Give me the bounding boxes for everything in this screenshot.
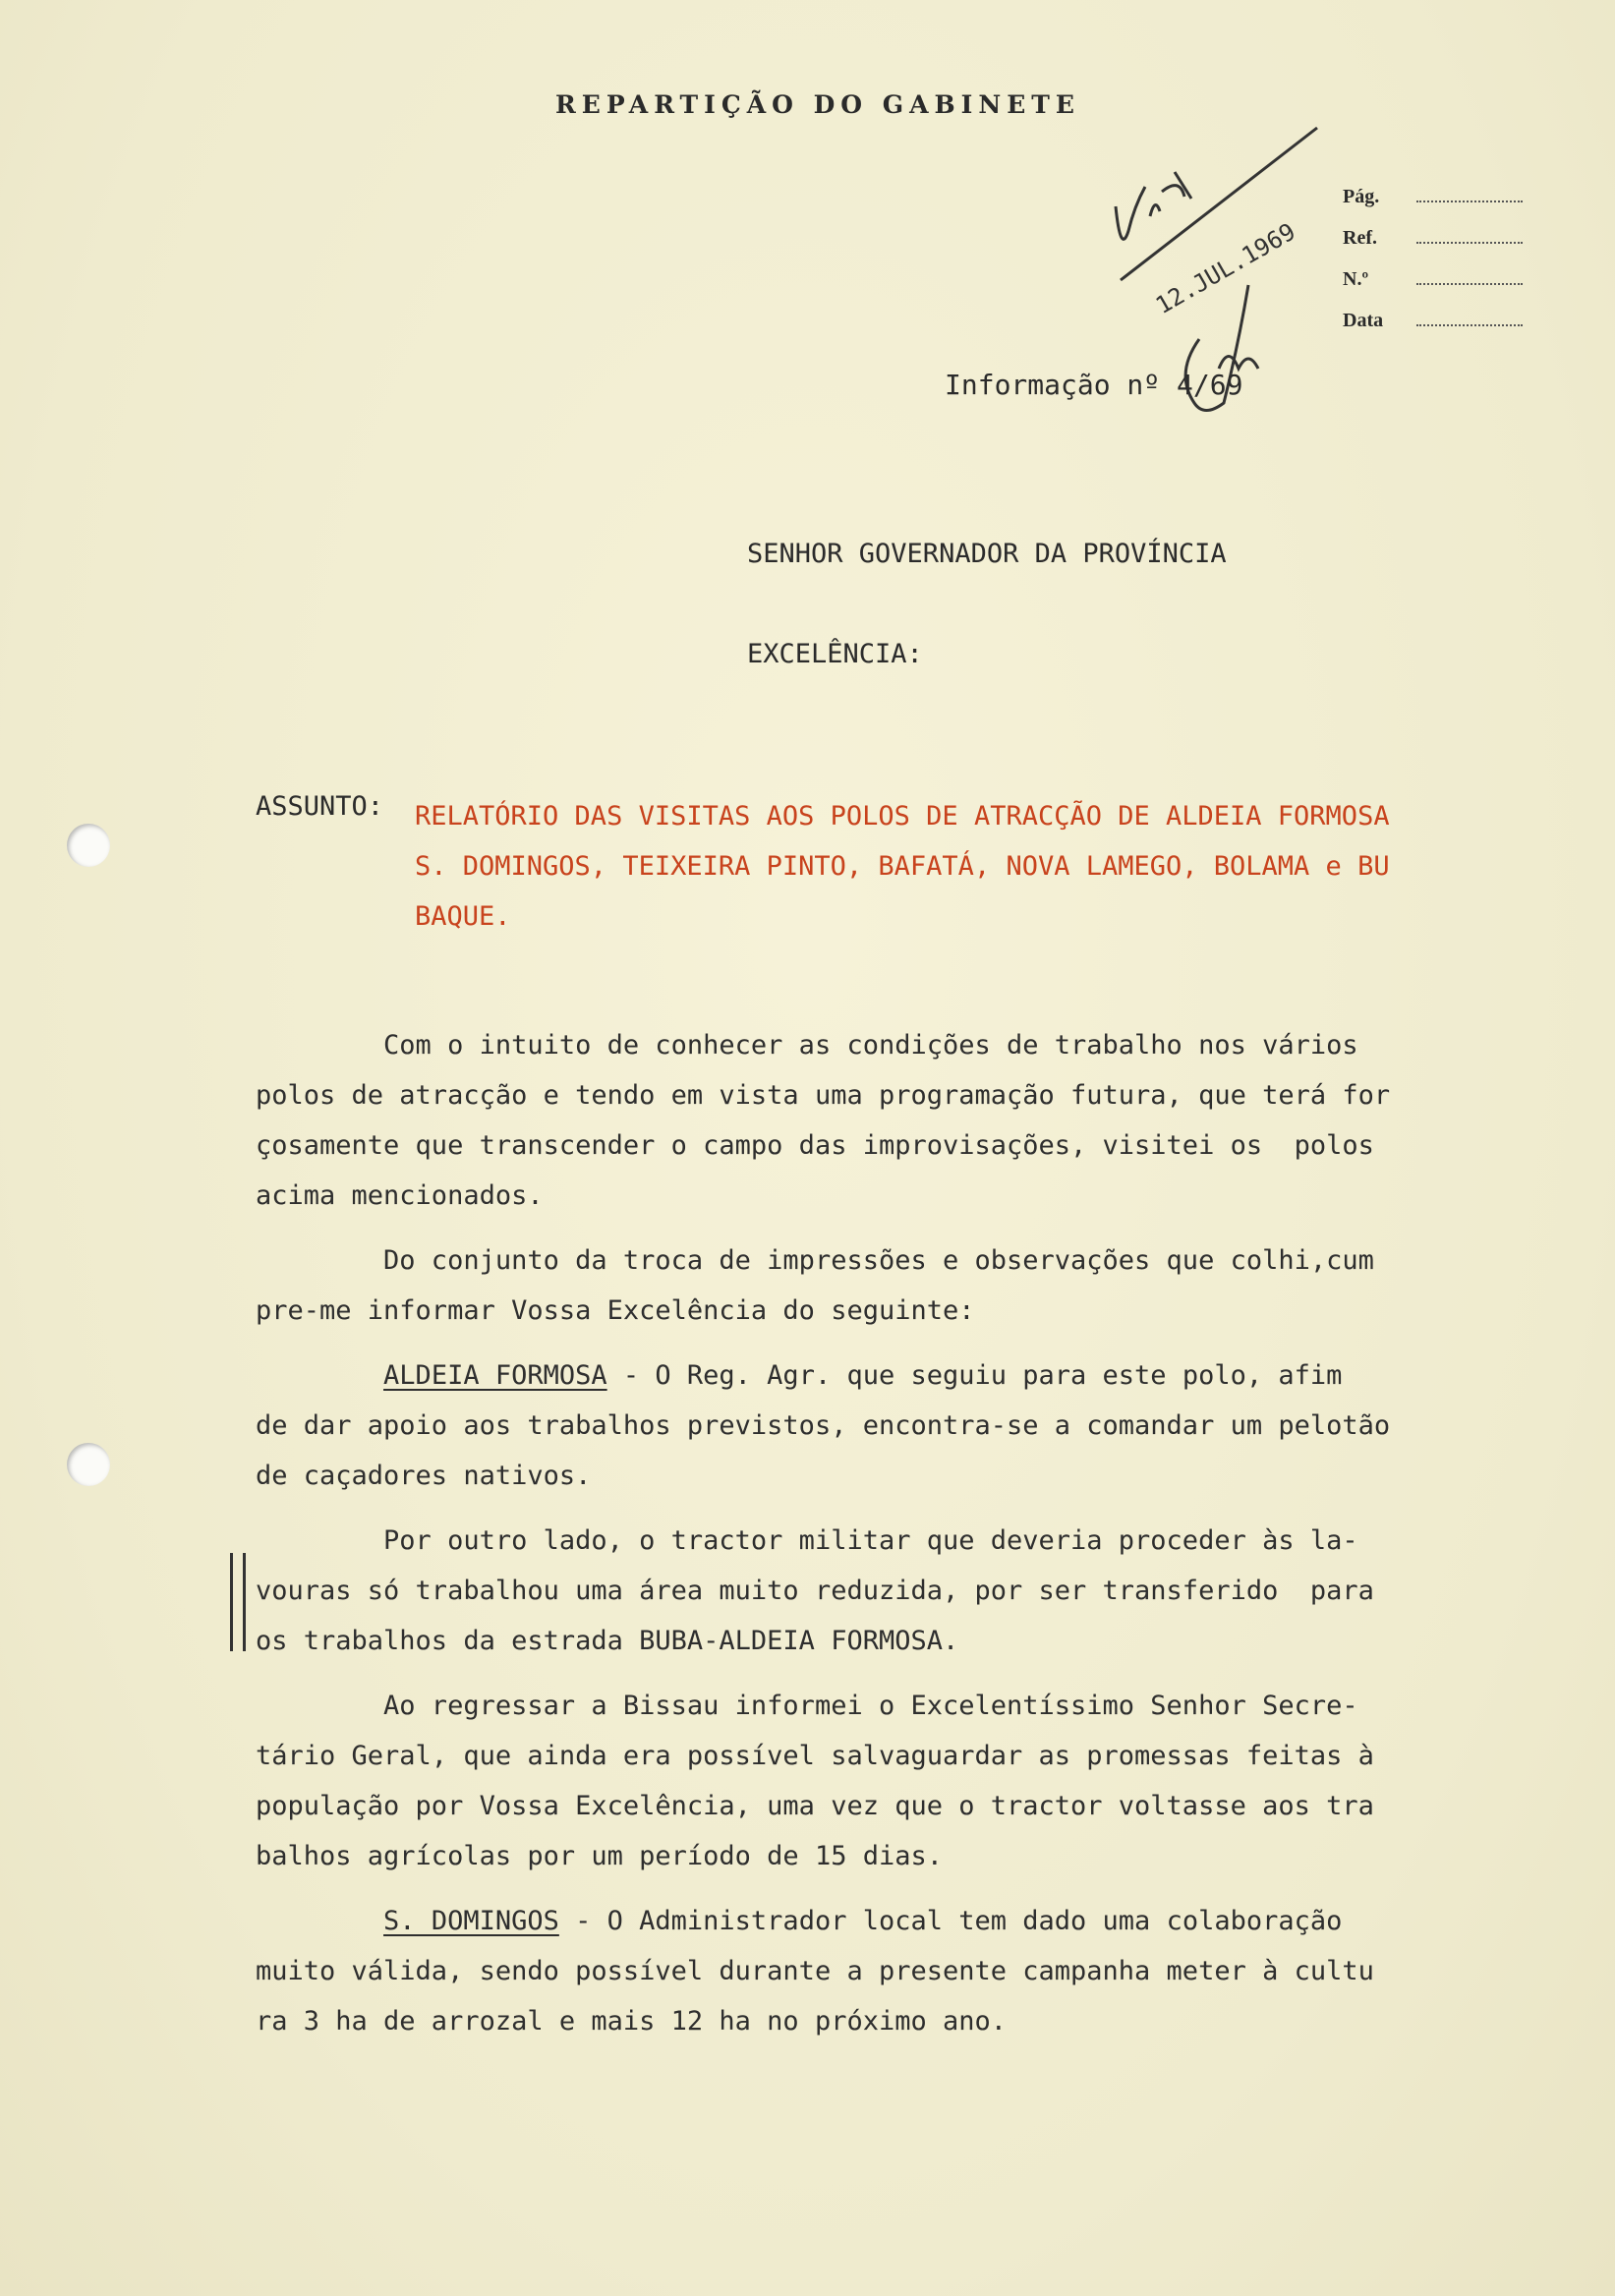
body-line: muito válida, sendo possível durante a presente campanha meter à cultu [256, 1956, 1374, 1986]
meta-blank-line [1416, 201, 1523, 202]
addressee: SENHOR GOVERNADOR DA PROVÍNCIA [747, 539, 1227, 569]
punch-hole [67, 1443, 110, 1486]
meta-blank-line [1416, 324, 1523, 326]
body-line: Por outro lado, o tractor militar que deveria proceder às la- [256, 1525, 1358, 1556]
information-number [945, 369, 1242, 401]
body-line: tário Geral, que ainda era possível salvaguardar as promessas feitas à [256, 1741, 1374, 1771]
body-line: os trabalhos da estrada BUBA-ALDEIA FORMOSA. [256, 1626, 959, 1656]
body-line: çosamente que transcender o campo das improvisações, visitei os polos [256, 1130, 1374, 1161]
subject-label: ASSUNTO: [256, 791, 384, 822]
information-value: 4/69 [1177, 369, 1243, 401]
margin-mark [230, 1553, 246, 1651]
section-text: - O Administrador local tem dado uma colaboração [558, 1906, 1343, 1936]
body-line: população por Vossa Excelência, uma vez que o tractor voltasse aos tra [256, 1791, 1374, 1821]
punch-hole [67, 824, 110, 867]
body-line: acima mencionados. [256, 1180, 544, 1211]
office-heading: REPARTIÇÃO DO GABINETE [555, 90, 1080, 119]
meta-label-number: N.º [1343, 268, 1369, 290]
body-line: Com o intuito de conhecer as condições de trabalho nos vários [256, 1030, 1358, 1061]
meta-row-page [1343, 167, 1523, 208]
letter-body [256, 1020, 1504, 2046]
section-heading-aldeia-formosa: ALDEIA FORMOSA [383, 1360, 607, 1391]
subject-line: BAQUE. [415, 901, 511, 932]
reference-fields [1343, 167, 1523, 332]
greeting: EXCELÊNCIA: [747, 639, 923, 669]
body-line [256, 1350, 1504, 1401]
body-line [256, 1896, 1504, 1946]
subject-text [415, 791, 1516, 942]
meta-label-page: Pág. [1343, 186, 1380, 207]
body-line: vouras só trabalhou uma área muito reduzida, por ser transferido para [256, 1576, 1374, 1606]
body-line: de dar apoio aos trabalhos previstos, encontra-se a comandar um pelotão [256, 1410, 1391, 1441]
body-line: pre-me informar Vossa Excelência do seguinte: [256, 1295, 975, 1326]
body-line: de caçadores nativos. [256, 1461, 592, 1491]
subject-line: RELATÓRIO DAS VISITAS AOS POLOS DE ATRACÇÃO DE ALDEIA FORMOSA [415, 801, 1390, 832]
section-heading-s-domingos: S. DOMINGOS [383, 1906, 559, 1936]
body-line: ra 3 ha de arrozal e mais 12 ha no próximo ano. [256, 2006, 1008, 2037]
body-line: Ao regressar a Bissau informei o Excelentíssimo Senhor Secre- [256, 1691, 1358, 1721]
meta-row-date [1343, 291, 1523, 332]
received-date-stamp: 12.JUL.1969 [1151, 217, 1300, 320]
body-line: Do conjunto da troca de impressões e observações que colhi,cum [256, 1245, 1374, 1276]
section-text: - O Reg. Agr. que seguiu para este polo, afim [606, 1360, 1343, 1391]
information-label: Informação nº [945, 369, 1161, 401]
subject-line: S. DOMINGOS, TEIXEIRA PINTO, BAFATÁ, NOVA LAMEGO, BOLAMA e BU [415, 851, 1390, 882]
meta-row-ref [1343, 208, 1523, 250]
meta-blank-line [1416, 283, 1523, 285]
meta-blank-line [1416, 242, 1523, 244]
meta-label-ref: Ref. [1343, 227, 1377, 249]
meta-row-number [1343, 250, 1523, 291]
meta-label-date: Data [1343, 310, 1384, 331]
body-line: polos de atracção e tendo em vista uma programação futura, que terá for [256, 1080, 1391, 1111]
body-line: balhos agrícolas por um período de 15 dias. [256, 1841, 943, 1871]
